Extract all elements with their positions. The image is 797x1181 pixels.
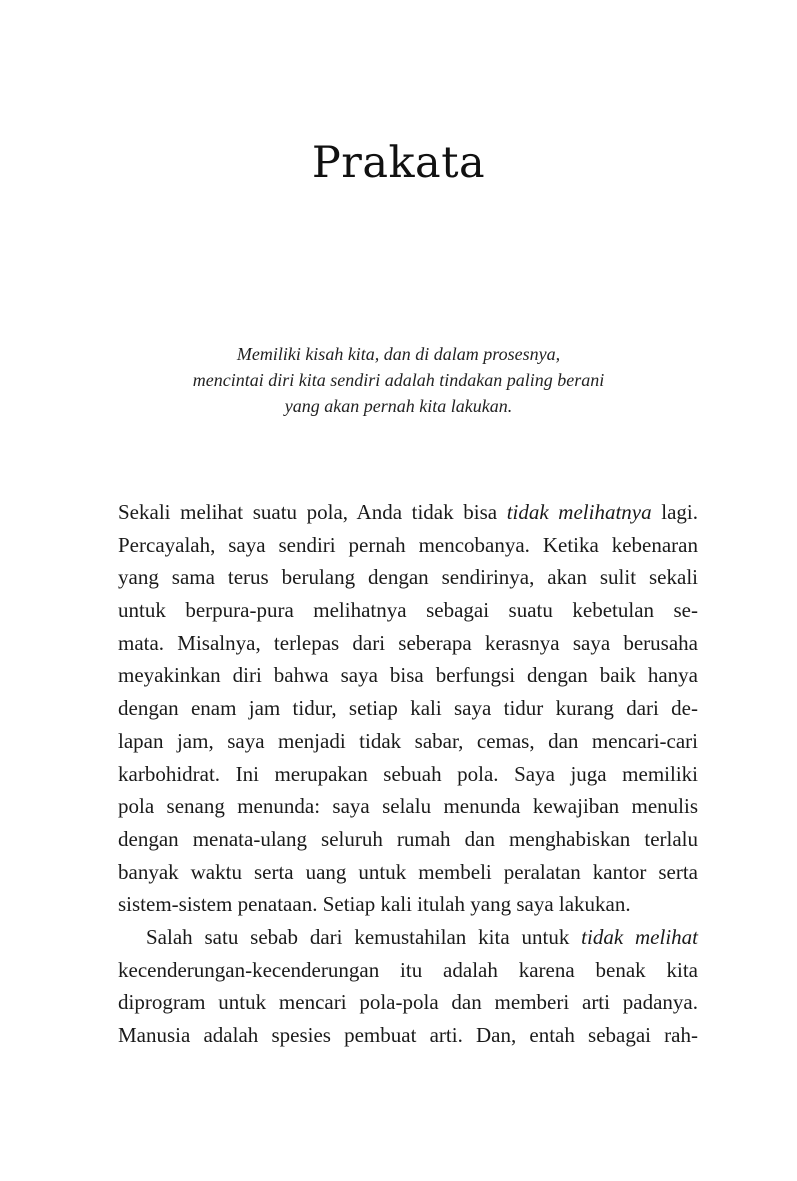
text-run: lagi. bbox=[651, 500, 698, 524]
text-line: pola senang menunda: saya selalu menunda kewajiban menulis bbox=[118, 794, 698, 819]
epigraph bbox=[120, 341, 677, 419]
text-line: banyak waktu serta uang untuk membeli peralatan kantor serta bbox=[118, 859, 698, 884]
text-line: mata. Misalnya, terlepas dari seberapa kerasnya saya berusaha bbox=[118, 630, 698, 655]
text-line: dengan enam jam tidur, setiap kali saya tidur kurang dari de- bbox=[118, 696, 698, 721]
text-line: Manusia adalah spesies pembuat arti. Dan, entah sebagai rah- bbox=[118, 1023, 698, 1047]
paragraph-2 bbox=[118, 921, 698, 1052]
text-line: diprogram untuk mencari pola-pola dan memberi arti padanya. bbox=[118, 990, 698, 1015]
text-line bbox=[118, 921, 698, 954]
emphasis-text: tidak melihatnya bbox=[506, 500, 652, 524]
text-line: yang sama terus berulang dengan sendirinya, akan sulit sekali bbox=[118, 565, 698, 590]
text-run: Sekali melihat suatu pola, Anda tidak bisa bbox=[118, 500, 507, 524]
chapter-title: Prakata bbox=[311, 138, 486, 188]
text-line bbox=[118, 496, 698, 529]
epigraph-line: yang akan pernah kita lakukan. bbox=[284, 396, 513, 416]
text-line: karbohidrat. Ini merupakan sebuah pola. Saya juga memiliki bbox=[118, 761, 698, 786]
epigraph-line: mencintai diri kita sendiri adalah tindakan paling berani bbox=[192, 370, 605, 390]
text-line: Percayalah, saya sendiri pernah mencobanya. Ketika kebenaran bbox=[118, 532, 698, 557]
text-line: sistem-sistem penataan. Setiap kali itulah yang saya lakukan. bbox=[118, 892, 631, 917]
paragraph-1 bbox=[118, 496, 698, 921]
text-line: lapan jam, saya menjadi tidak sabar, cemas, dan mencari-cari bbox=[118, 728, 698, 753]
text-run: Salah satu sebab dari kemustahilan kita untuk bbox=[146, 924, 582, 949]
text-line: kecenderungan-kecenderungan itu adalah karena benak kita bbox=[118, 957, 698, 982]
body-text bbox=[118, 496, 698, 1052]
text-line: meyakinkan diri bahwa saya bisa berfungsi dengan baik hanya bbox=[118, 663, 698, 688]
emphasis-text: tidak melihat bbox=[581, 924, 698, 949]
text-line: dengan menata-ulang seluruh rumah dan menghabiskan terlalu bbox=[118, 826, 698, 851]
text-line: untuk berpura-pura melihatnya sebagai suatu kebetulan se- bbox=[118, 598, 698, 623]
epigraph-line: Memiliki kisah kita, dan di dalam prosesnya, bbox=[236, 344, 561, 364]
